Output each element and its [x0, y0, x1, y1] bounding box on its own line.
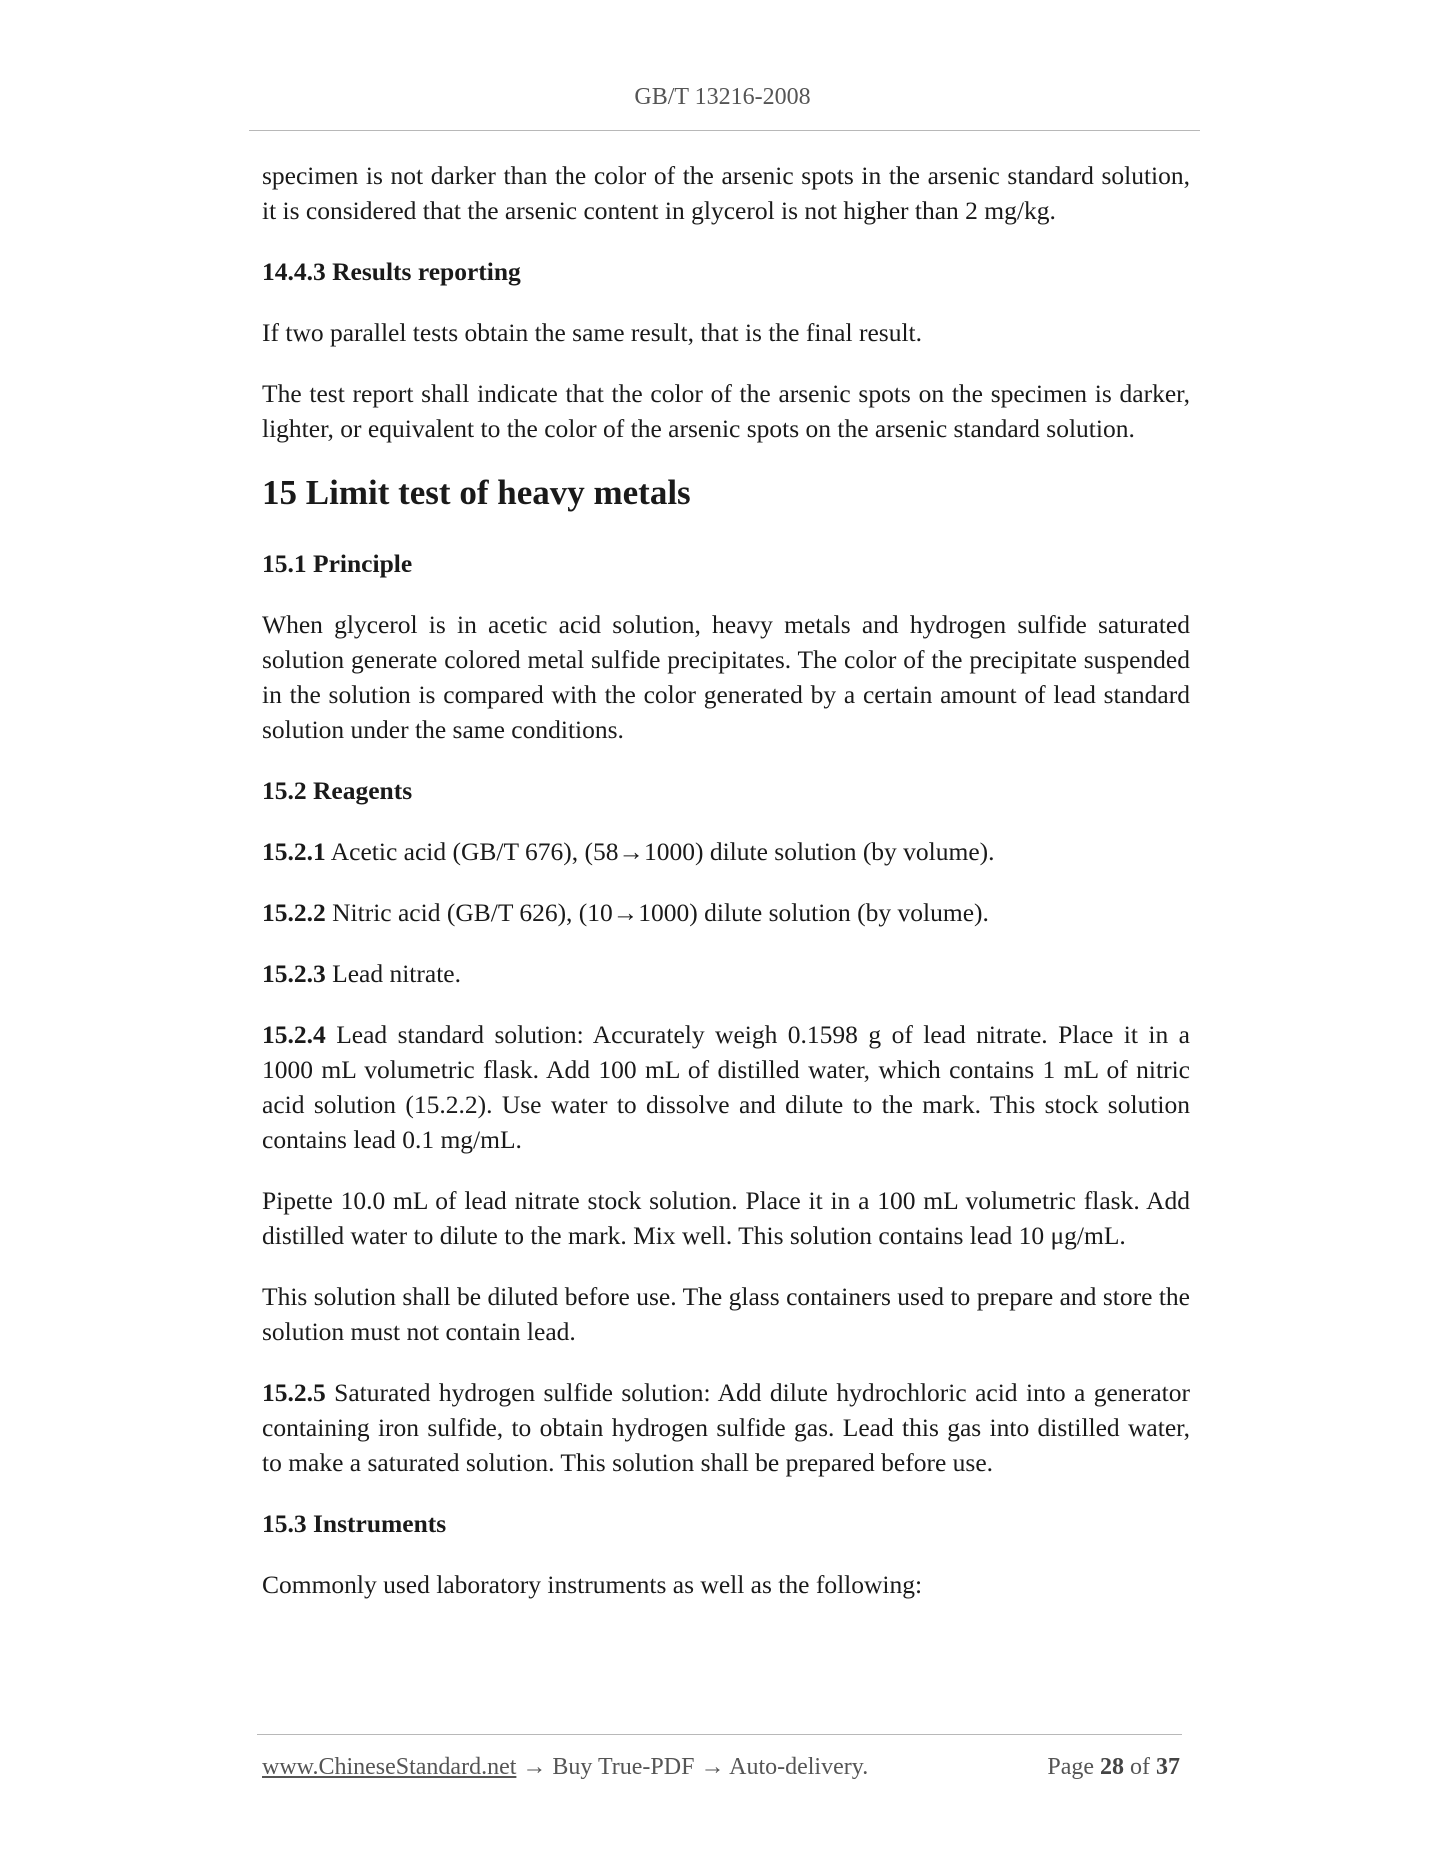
clause-text: Saturated hydrogen sulfide solution: Add dilute hydrochloric acid into a generator containing iron sulfide, to obtain hydrogen sulfide gas. Lead this gas into distilled water, to make a saturated solution. This solution shall be prepared before use. [262, 1378, 1191, 1477]
paragraph-dilute-note: This solution shall be diluted before use. The glass containers used to prepare and store the solution must not contain lead. [262, 1282, 1190, 1346]
clause-text: Lead standard solution: Accurately weigh 0.1598 g of lead nitrate. Place it in a 1000 mL volumetric flask. Add 100 mL of distilled water, which contains 1 mL of nitric acid solution (15.2.2). Use water to dissolve and dilute to the mark. This stock solution contains lead 0.1 mg/mL. [262, 1020, 1191, 1154]
heading-15-2: 15.2 Reagents [262, 776, 413, 805]
header-divider [249, 130, 1200, 131]
clause-text: Acetic acid (GB/T 676), (58→1000) dilute solution (by volume). [330, 837, 995, 866]
reagent-15-2-3 [262, 956, 1190, 991]
promo-text: → Buy True-PDF → Auto-delivery. [516, 1754, 869, 1780]
clause-number: 15.2.3 [262, 959, 326, 988]
clause-number: 15.2.4 [262, 1020, 326, 1049]
current-page: 28 [1100, 1754, 1124, 1780]
heading-section-15: 15 Limit test of heavy metals [262, 473, 691, 512]
heading-15-3: 15.3 Instruments [262, 1509, 447, 1538]
reagent-15-2-2 [262, 895, 1190, 930]
paragraph-principle: When glycerol is in acetic acid solution, heavy metals and hydrogen sulfide saturated solution generate colored metal sulfide precipitates. The color of the precipitate suspended in the solution is compared with the color generated by a certain amount of lead standard solution under the same conditions. [262, 610, 1190, 744]
footer-promo [262, 1754, 868, 1781]
page-word: Page [1047, 1754, 1094, 1780]
total-pages: 37 [1156, 1754, 1180, 1780]
heading-15-1: 15.1 Principle [262, 549, 413, 578]
paragraph-results-final: If two parallel tests obtain the same result, that is the final result. [262, 318, 922, 347]
paragraph-results-report: The test report shall indicate that the color of the arsenic spots on the specimen is darker, lighter, or equivalent to the color of the arsenic spots on the arsenic standard solution. [262, 379, 1190, 443]
reagent-15-2-4 [262, 1017, 1190, 1157]
reagent-15-2-5 [262, 1375, 1190, 1480]
clause-text: Nitric acid (GB/T 626), (10→1000) dilute solution (by volume). [332, 898, 989, 927]
page-content [262, 158, 1190, 1628]
clause-number: 15.2.5 [262, 1378, 326, 1407]
reagent-15-2-1 [262, 834, 1190, 869]
paragraph-pipette: Pipette 10.0 mL of lead nitrate stock solution. Place it in a 100 mL volumetric flask. Add distilled water to dilute to the mark. Mix well. This solution contains lead 10 μg/mL. [262, 1186, 1190, 1250]
clause-text: Lead nitrate. [332, 959, 461, 988]
clause-number: 15.2.2 [262, 898, 326, 927]
document-header: GB/T 13216-2008 [634, 84, 811, 110]
of-word: of [1130, 1754, 1150, 1780]
footer-divider [257, 1734, 1182, 1735]
site-link[interactable]: www.ChineseStandard.net [262, 1754, 517, 1780]
paragraph-instruments: Commonly used laboratory instruments as well as the following: [262, 1570, 923, 1599]
clause-number: 15.2.1 [262, 837, 326, 866]
page-number [1047, 1754, 1180, 1781]
paragraph-continued: specimen is not darker than the color of the arsenic spots in the arsenic standard solution, it is considered that the arsenic content in glycerol is not higher than 2 mg/kg. [262, 161, 1190, 225]
heading-14-4-3: 14.4.3 Results reporting [262, 257, 521, 286]
